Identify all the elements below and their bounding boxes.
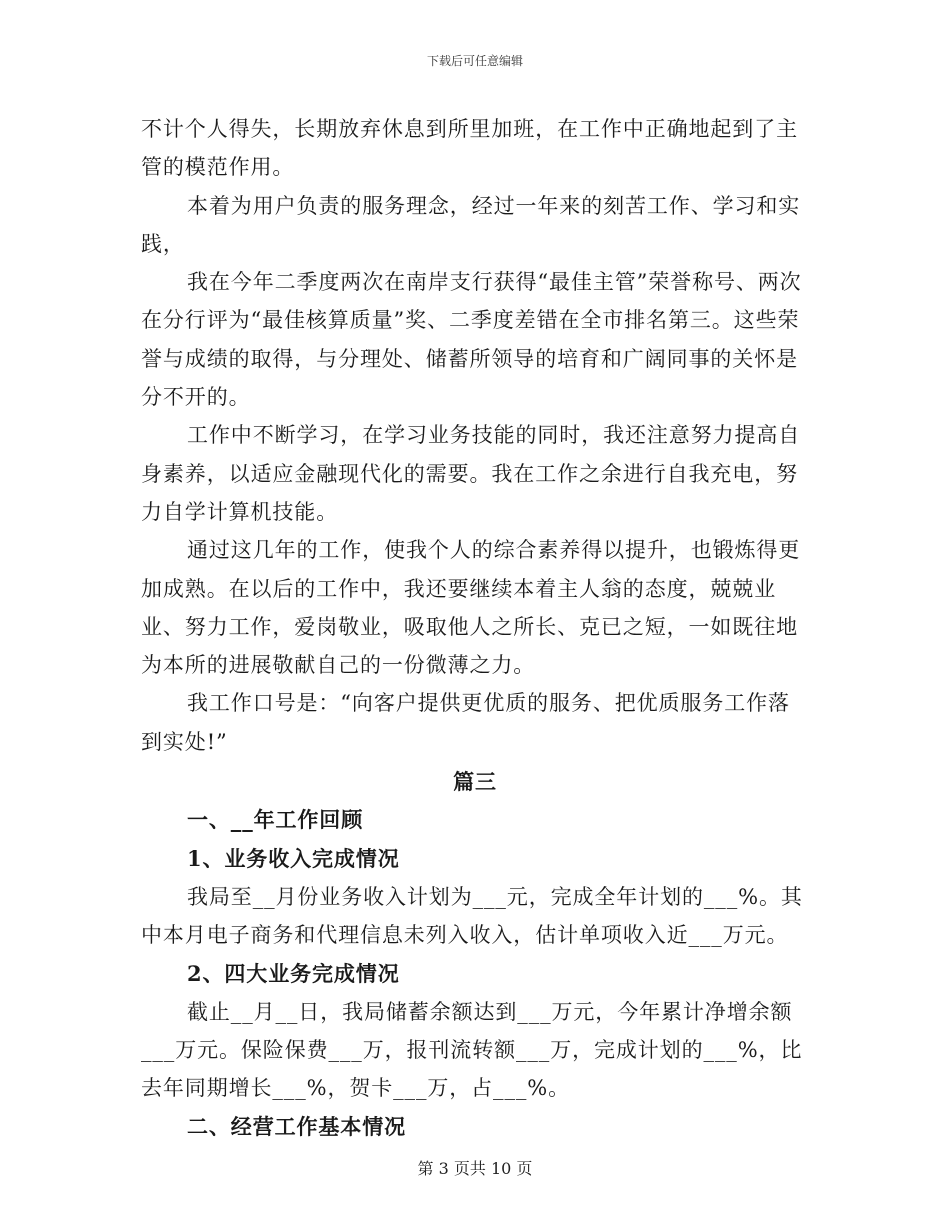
paragraph-continuation: 不计个人得失，长期放弃休息到所里加班，在工作中正确地起到了主管的模范作用。 bbox=[141, 117, 798, 180]
paragraph-four-businesses: 截止__月__日，我局储蓄余额达到___万元，今年累计净增余额___万元。保险保费___万，报刊流转额___万，完成计划的___%，比去年同期增长___%，贺卡___万，占___%。 bbox=[141, 999, 803, 1101]
paragraph-service-philosophy: 本着为用户负责的服务理念，经过一年来的刻苦工作、学习和实践， bbox=[141, 193, 801, 256]
paragraph-revenue: 我局至__月份业务收入计划为___元，完成全年计划的___%。其中本月电子商务和代理信息未列入收入，估计单项收入近___万元。 bbox=[141, 884, 803, 948]
paragraph-learning: 工作中不断学习，在学习业务技能的同时，我还注意努力提高自身素养，以适应金融现代化的需要。我在工作之余进行自我充电，努力自学计算机技能。 bbox=[141, 423, 801, 524]
heading-operations: 二、经营工作基本情况 bbox=[187, 1113, 406, 1139]
page-header: 下载后可任意编辑 bbox=[426, 54, 523, 68]
heading-annual-review: 一、__年工作回顾 bbox=[187, 807, 364, 833]
page-footer: 第 3 页共 10 页 bbox=[417, 1159, 533, 1178]
paragraph-growth: 通过这几年的工作，使我个人的综合素养得以提升，也锻炼得更加成熟。在以后的工作中，我还要继续本着主人翁的态度，兢兢业业、努力工作，爱岗敬业，吸取他人之所长、克已之短，一如既往地为本所的进展敬献自己的一份微薄之力。 bbox=[141, 538, 801, 678]
paragraph-honors: 我在今年二季度两次在南岸支行获得“最佳主管”荣誉称号、两次在分行评为“最佳核算质量”奖、二季度差错在全市排名第三。这些荣誉与成绩的取得，与分理处、储蓄所领导的培育和广阔同事的关怀是分不开的。 bbox=[141, 270, 802, 410]
paragraph-slogan: 我工作口号是：“向客户提供更优质的服务、把优质服务工作落到实处!” bbox=[141, 691, 790, 754]
subheading-revenue: 1、业务收入完成情况 bbox=[187, 845, 400, 871]
subheading-four-businesses: 2、四大业务完成情况 bbox=[187, 960, 400, 986]
section-title: 篇三 bbox=[453, 769, 497, 795]
body-content bbox=[141, 110, 809, 1146]
